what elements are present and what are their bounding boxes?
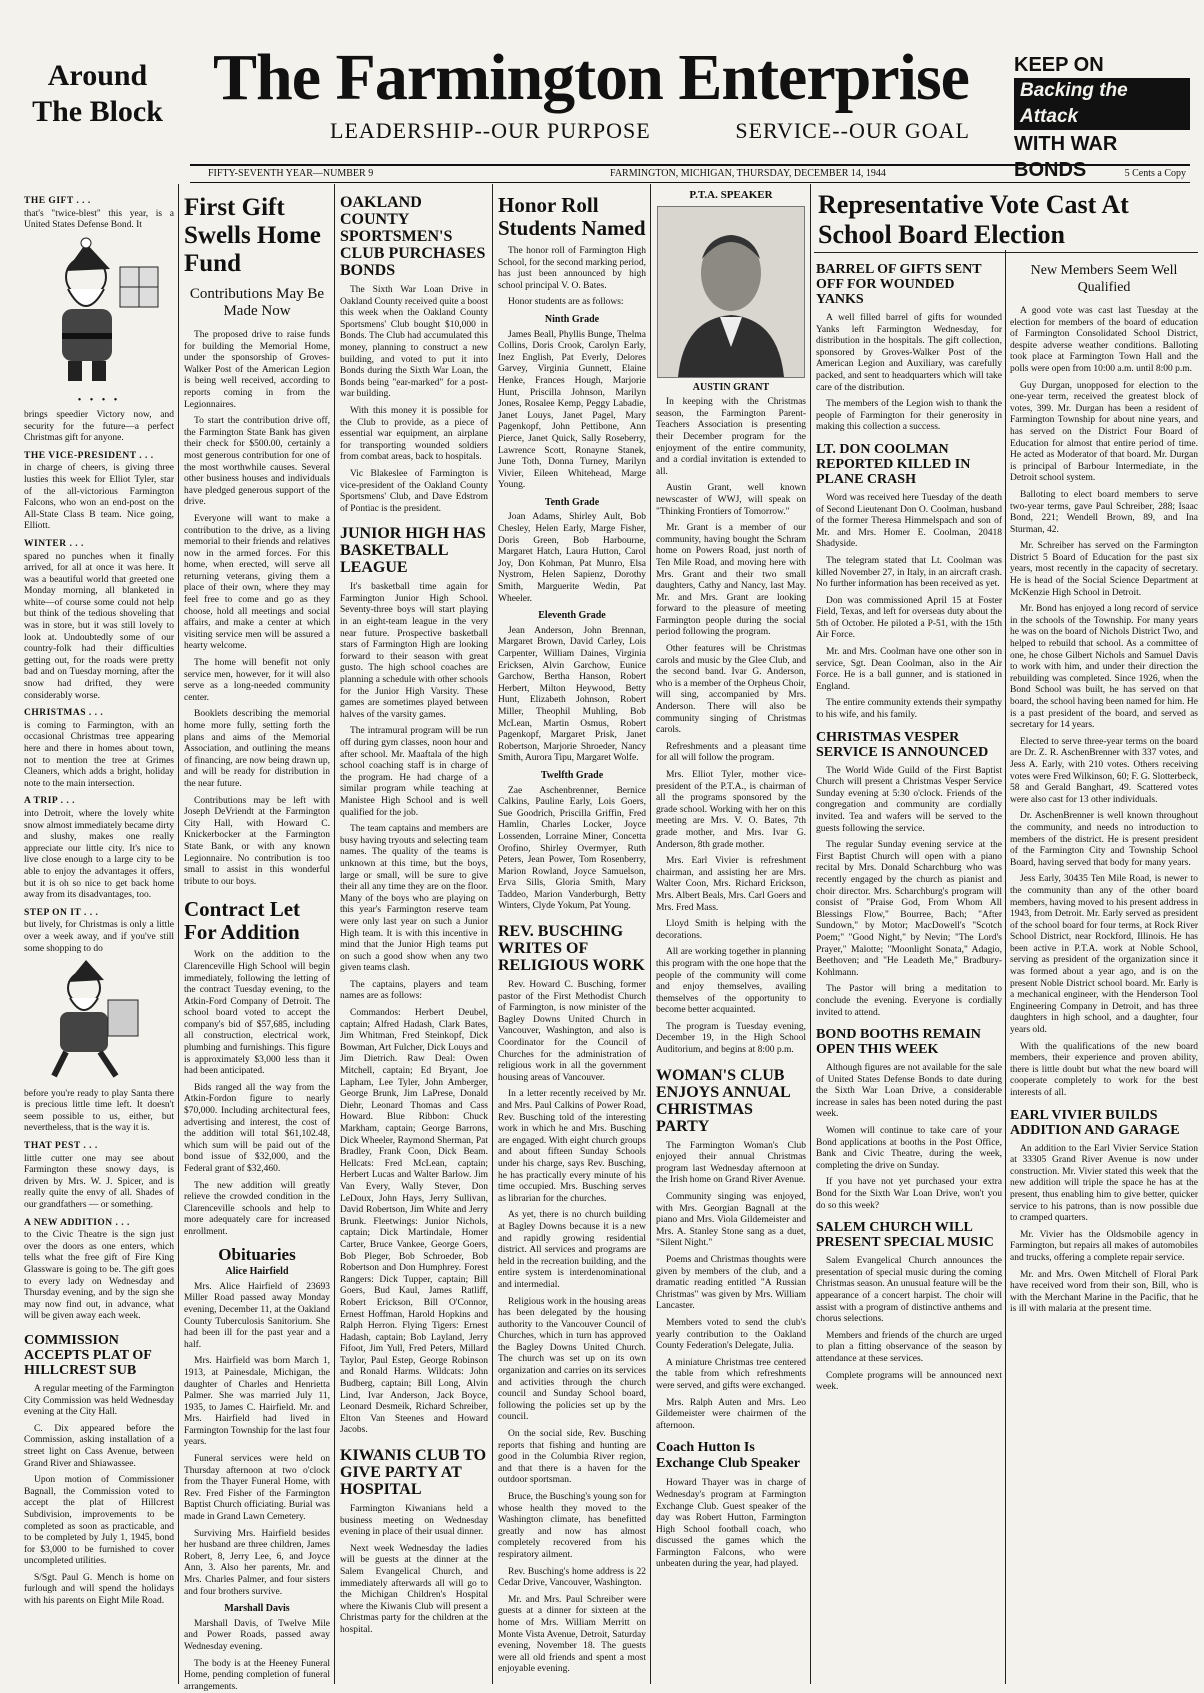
item-text: but lively, for Christmas is only a little over a week away, and if you've still some shopping to do [24, 920, 174, 954]
barrel-headline: BARREL OF GIFTS SENT OFF FOR WOUNDED YANKS [816, 262, 982, 307]
dateline-year: FIFTY-SEVENTH YEAR—NUMBER 9 [208, 168, 374, 179]
item-text: into Detroit, where the lovely white snow almost immediately became dirty and slushy, makes one really appreciate our little city. It's nice to live close enough to a large city to be able to enjoy the advantages it offers, but it is oh so nice to get back home away from its disadvantages, too. [24, 808, 174, 901]
photo-caption: AUSTIN GRANT [692, 381, 770, 393]
article-text: On the social side, Rev. Busching reports that fishing and hunting are good in the Columbia River region, and that there is a haven for the outdoor sportsman. [498, 1429, 646, 1486]
ear-right-line1: KEEP ON [1014, 54, 1104, 76]
column-first-gift [184, 190, 330, 1692]
motto-left: LEADERSHIP--OUR PURPOSE [330, 118, 651, 143]
article-text: Surviving Mrs. Hairfield besides her husband are three children, James Robert, 8, Jerry Lee, 6, and Joyce Ann, 3. Also her parents, Mr. and Mrs. Charles Palmer, and four sisters and four brothers survive. [184, 1528, 330, 1597]
photo-label: P.T.A. SPEAKER [689, 189, 773, 201]
item-label: THE GIFT . . . [24, 196, 91, 206]
article-text: Mr. and Mrs. Owen Mitchell of Floral Park have received word from their son, Bill, who is with the Merchant Marine in the Pacific, that he is ill with malaria at the present time. [1010, 1269, 1198, 1315]
article-text: Religious work in the housing areas has been delegated by the housing authority to the Vancouver Council of Churches, which in turn has approved the Bagley Downs United Church. The church was set up on its own organization and carries on its services and activities through the church council and Sunday School board, following the policies set up by the council. [498, 1296, 646, 1423]
ear-left-line2: The Block [32, 95, 163, 128]
item-text: brings speedier Victory now, and security for the future—a perfect Christmas gift for anyone. [24, 409, 174, 444]
article-text: The program is Tuesday evening, December 19, in the High School Auditorium, and begins at 8:00 p.m. [656, 1021, 806, 1056]
column-pta [656, 190, 806, 1686]
article-text: It's basketball time again for Farmington Junior High School. Seventy-three boys will start playing in an eight-team league in the very near future. Prospective basketball stars of Farmington High are looking forward to their season with great gusto. The high school coaches are planning a schedule with other schools for the Junior High Varsity. These games are sometimes played between halves of the varsity games. [340, 582, 488, 720]
commission-headline: COMMISSION ACCEPTS PLAT OF HILLCREST SUB [24, 1332, 152, 1378]
article-text: Commandos: Herbert Deubel, captain; Alfred Hadash, Clark Bates, Jim Whitman, Fred Steinkopf, Dick Bowman, Art Fulcher, Dick Louys and Jim Dietrich. Raw Deal: Owen Mitchell, captain; Ed Bryant, Joe Lapham, Lee Tyler, John Amberger, George Brunk, Jim LaPrese, Donald Diehr, Leonard Thomas and Cass Howard. Blue Ribbon: Chuck Markham, captain; George Barrons, Dick Wheeler, Raymond Sherman, Pat Bradley, Frank Coon, Dick Beam. Hellcats: Fred McLean, captain; Herbert Lucas and Walter Barlow. Jim Van Every, Wally Stever, Don LeDoux, John Hays, Jerry Sullivan, David Robertson, Jim White and Jerry Brunk. Fleetwings: Junior Nichols, captain; Dick Martindale, Homer Carter, Bruce Vankee, George Goers, Bob Pleger, Bob Schroeder, Bob Robertson and Don Humphrey. Forest Rangers: Dick Tupper, captain; Bill Goers, Bud Kaul, James Ratliff, Robert Erickson, Bill O'Connor, Ernest Hoffman, Harold Hopkins and Ralph Herron. Flying Tigers: Ernest Hadash, captain; Bob Layland, Jerry Fifoot, Jim Yull, Fred Peters, Millard Taylor, Paul Estep, George Robinson and Ronald Harms. Wildcats: John Budberg, captain; Bill Long, Alvin Lind, Ivar Anderson, Jack Boyce, Leonard Desmeik, Richard Schreiber, Elton Van Steenes and Howard Jacobs. [340, 1008, 488, 1436]
article-text: Mr. Schreiber has served on the Farmington District 5 Board of Education for the past six years, most recently in the capacity of secretary. He is head of the Social Science Department at McKenzie High School in Detroit. [1010, 541, 1198, 598]
article-text: The home will benefit not only service men, however, for it will also serve as a long-needed community center. [184, 658, 330, 703]
article-text: The regular Sunday evening service at the First Baptist Church will open with a piano recital by Mrs. Donald Scharchburg who was recently engaged by the church as pianist and choir director. Mrs. Scharchburg's program will consist of "Praise God, From Whom All Blessings Flow," Bourree, Bach; "After Sundown," by Motor; MacDowell's "Scotch Poem;" "Good Night," by Nevin; "The Lord's Prayer," Malotte; "Moonlight Sonata," Adagio, Beethoven; and "He Leadeth Me," Bradbury-Kohlmann. [816, 840, 1002, 978]
article-text: S/Sgt. Paul G. Mench is home on furlough and will spend the holidays with his parents on Eight Mile Road. [24, 1572, 174, 1607]
article-text: The World Wide Guild of the First Baptist Church will present a Christmas Vesper Service Sunday evening at 5:30 o'clock. Friends of the congregation and community are cordially invited. Tea and wafers will be served to the guests following the service. [816, 765, 1002, 834]
column-rule [1005, 250, 1006, 1684]
item-label: THE VICE-PRESIDENT . . . [24, 450, 154, 461]
article-text: The telegram stated that Lt. Coolman was killed November 27, in Italy, in an aircraft crash. No further information has been received as yet. [816, 555, 1002, 590]
dateline [190, 164, 1190, 183]
article-text: Bids ranged all the way from the Atkin-Fordon figure to nearly $70,000. Including architectural fees, advertising and interest, the cost of the addition will total $61,102.48, which sum will be paid out of the bond issue of $32,000, and the Federal grant of $32,460. [184, 1082, 330, 1174]
obituary-name: Marshall Davis [224, 1603, 290, 1615]
junior-high-headline: JUNIOR HIGH HAS BASKETBALL LEAGUE [340, 525, 486, 577]
column-barrel [816, 258, 1002, 1686]
article-text: Mr. Grant is a member of our community, having bought the Schram home on Powers Road, just north of Ten Mile Road, and moving here with Mrs. Grant and their two small daughters, Cathy and Nancy, last May. Mr. and Mrs. Grant are looking forward to the pleasure of meeting Farmington people during the social period following the program. [656, 523, 806, 638]
vivier-headline: EARL VIVIER BUILDS ADDITION AND GARAGE [1010, 1107, 1180, 1138]
coach-hutton-headline: Coach Hutton Is Exchange Club Speaker [656, 1440, 800, 1472]
article-text: A regular meeting of the Farmington City Commission was held Wednesday evening at the City Hall. [24, 1383, 174, 1418]
article-text: The body is at the Heeney Funeral Home, pending completion of funeral arrangements. [184, 1658, 330, 1692]
article-text: The team captains and members are busy having tryouts and selecting team names. The quality of the teams is unknown at this time, but the boys, large or small, will be sure to give their all any time they are on the floor. Many of the boys who are playing on this year's Farmington reserve team were only last year on such a Junior High team. It is with this incentive in mind that the Junior High teams put on such a good show when any two given teams clash. [340, 824, 489, 974]
column-school-board [1010, 258, 1198, 1686]
dateline-place-date: FARMINGTON, MICHIGAN, THURSDAY, DECEMBER 14, 1944 [610, 168, 886, 179]
grade-heading: Ninth Grade [544, 313, 600, 325]
article-text: A good vote was cast last Tuesday at the election for members of the board of education of Farmington Consolidated School District, despite adverse weather conditions. Balloting took place at Farmington Town Hall and the polls were open from 10:00 a.m. until 8:00 p.m. [1010, 306, 1198, 374]
ear-right-line3: WITH WAR BONDS [1014, 133, 1118, 181]
womans-club-headline: WOMAN'S CLUB ENJOYS ANNUAL CHRISTMAS PARTY [656, 1066, 790, 1135]
obituaries-headline: Obituaries [218, 1244, 296, 1264]
article-text: Upon motion of Commissioner Bagnall, the Commission voted to accept the plat of Hillcrest Subdivision, improvements to be completed as soon as practicable, and to be completed by July 1, 1945, bond for $3,000 to be furnished to cover uncompleted utilities. [24, 1475, 174, 1567]
article-text: The honor roll of Farmington High School, for the second marking period, has just been announced by high school principal V. O. Bates. [498, 246, 647, 291]
masthead-motto [330, 118, 970, 144]
around-the-block-ear [30, 58, 165, 130]
column-rule [650, 184, 651, 1684]
vesper-headline: CHRISTMAS VESPER SERVICE IS ANNOUNCED [816, 729, 989, 760]
kiwanis-headline: KIWANIS CLUB TO GIVE PARTY AT HOSPITAL [340, 1447, 487, 1499]
ear-right-line2: Backing the Attack [1014, 78, 1190, 130]
article-text: Next week Wednesday the ladies will be guests at the dinner at the Salem Evangelical Church, and immediately afterwards all will go to the Michigan Children's Hospital where the Kiwanis Club will present a Christmas party for the children at the hospital. [340, 1543, 488, 1635]
article-text: Mr. and Mrs. Paul Schreiber were guests at a dinner for sixteen at the home of Mrs. William Merritt on Monte Vista Avenue, Detroit, Saturday evening, November 18. The guests were all old friends and spent a most enjoyable evening. [498, 1594, 646, 1675]
ear-left-line1: Around [47, 59, 148, 92]
busching-headline: REV. BUSCHING WRITES OF RELIGIOUS WORK [498, 923, 645, 975]
grade-heading: Tenth Grade [544, 496, 600, 508]
item-label: A NEW ADDITION . . . [24, 1217, 130, 1228]
article-text: Jess Early, 30435 Ten Mile Road, is newer to the community than any of the other board members, having moved to his present address in 1943, from Detroit. Mr. Early served as president of the school board for four terms, at Rock River School District, near Rockford, Illinois. He has been active in P.T.A. work at Noble School, serving as president of the organization since it was formed about a year ago, and is on the present Noble District school board. Mr. Early is a mechanical engineer, with the Henderson Tool Engineering Company in Detroit, and has three daughters in high school, and a daughter, four years old. [1010, 874, 1198, 1036]
item-label: CHRISTMAS . . . [24, 708, 104, 719]
item-text: is coming to Farmington, with an occasional Christmas tree appearing here and there in homes about town, not to mention the tree at Grimes Cleaners, which adds a bright, holiday note to the main intersection. [24, 720, 174, 789]
article-text: Mrs. Alice Hairfield of 23693 Miller Road passed away Monday evening, December 11, at the Oakland County Tuberculosis Sanitorium. She had been ill for the past year and a half. [184, 1281, 330, 1350]
item-text: that's "twice-blest" this year, is a United States Defense Bond. It [24, 208, 174, 231]
article-text: Farmington Kiwanians held a business meeting on Wednesday evening in place of their usual dinner. [340, 1504, 488, 1538]
article-text: Salem Evangelical Church announces the presentation of special music during the coming Christmas season. An unusual feature will be the appearance of a concert harpist. The choir will assist with a program of distinctive anthems and chorus selections. [816, 1256, 1002, 1325]
article-text: Mr. Bond has enjoyed a long record of service in the schools of the Township. For many years he was on the board of Nichols District Two, and helped to rebuild that school. As a committee of one, he chose Gilbert Nichols and Samuel Davis to work with him, and under their direction the rebuilding was completed. Since 1926, when the Bond School was built, he has served on that board, the school having been named for him. He is a past president of the board, and served as secretary for 14 years. [1010, 604, 1198, 731]
obituary-name: Alice Hairfield [225, 1266, 289, 1278]
article-text: C. Dix appeared before the Commission, asking installation of a street light on Cass Avenue, between Grand River and Shiawassee. [24, 1423, 174, 1469]
article-text: Rev. Busching's home address is 22 Cedar Drive, Vancouver, Washington. [498, 1566, 646, 1589]
article-text: Mrs. Hairfield was born March 1, 1913, at Painesdale, Michigan, the daughter of Charles and Henrietta Palmer. She was married July 11, 1935, to James C. Hairfield. Mr. and Mrs. Hairfield had lived in Farmington Township for the last four years. [184, 1356, 330, 1448]
article-text: The Pastor will bring a meditation to conclude the evening. Everyone is cordially invited to attend. [816, 984, 1002, 1018]
headline-rule [814, 252, 1198, 253]
article-text: Women will continue to take care of your Bond applications at booths in the Post Office, Bank and Civic Theatre, during the week, completing the drive on Sunday. [816, 1126, 1002, 1171]
article-text: Poems and Christmas thoughts were given by members of the club, and a dramatic reading entitled "A Russian Christmas" was given by Mrs. William Lancaster. [656, 1255, 806, 1312]
sportsmen-headline: OAKLAND COUNTY SPORTSMEN'S CLUB PURCHASES BONDS [340, 194, 486, 279]
article-text: Lloyd Smith is helping with the decorations. [656, 919, 806, 941]
honor-roll-headline: Honor Roll Students Named [498, 193, 646, 240]
article-text: Community singing was enjoyed, with Mrs. Georgian Bagnall at the piano and Mrs. Viola Gildemeister and Mrs. A. Stanley Stone sang as a duet, "Silent Night." [656, 1192, 806, 1249]
article-text: Dr. AschenBrenner is well known throughout the community, and needs no introduction to members of the district. He is present president of the Farmington City and Township School Board, having served that body for many years. [1010, 811, 1198, 868]
article-text: An addition to the Earl Vivier Service Station at 33305 Grand River Avenue is now under construction. Mr. Vivier stated this week that the new addition will triple the space he has at the present, thus enabling him to give better, quicker service to his patrons, than is now possible due to cramped quarters. [1010, 1143, 1198, 1224]
article-text: Guy Durgan, unopposed for election to the one-year term, received the greatest block of votes, 399. Mr. Durgan has been a resident of Farmington Township for about nine years, and has served on the District Four Board of Education for almost that entire period of time. He acted as Moderator of that board. Mr. Durgan is principal of Barbour Intermediate, in the Detroit school system. [1010, 380, 1198, 484]
article-text: Mr. Vivier has the Oldsmobile agency in Farmington, but repairs all makes of automobiles and trucks, offering a complete repair service. [1010, 1229, 1198, 1263]
article-text: Work on the addition to the Clarenceville High School will begin immediately, following the letting of the contract Tuesday evening, to the Atkin-Ford Company of Detroit. The school board voted to accept the company's bid of $57,685, including all construction, electrical work, plumbing and furnishings. This figure is approximately $3,000 less than it had been anticipated. [184, 950, 330, 1077]
article-text: If you have not yet purchased your extra Bond for the Sixth War Loan Drive, won't you do so this week? [816, 1177, 1002, 1211]
separator-dots: • • • • [77, 395, 121, 407]
coolman-headline: LT. DON COOLMAN REPORTED KILLED IN PLANE CRASH [816, 441, 971, 487]
article-text: Don was commissioned April 15 at Foster Field, Texas, and left for overseas duty about the 5th of October. He piloted a P-51, with the 15th Air Force. [816, 595, 1002, 641]
article-text: The members of the Legion wish to thank the people of Farmington for their generosity in making this collection a success. [816, 399, 1002, 433]
masthead-title: The Farmington Enterprise [213, 41, 969, 114]
column-sportsmen [340, 190, 488, 1686]
article-text: Funeral services were held on Thursday afternoon at two o'clock from the Thayer Funeral Home, with Rev. Fred Fisher of the Farmington Baptist Church officiating. Burial was made in Grand Lawn Cemetery. [184, 1454, 330, 1523]
column-rule [810, 184, 811, 1684]
item-label: A TRIP . . . [24, 796, 75, 807]
article-text: Austin Grant, well known newscaster of WWJ, will speak on "Thinking Frontiers of Tomorrow." [656, 483, 806, 517]
article-text: Although figures are not available for the sale of United States Defense Bonds to date during the Sixth War Loan Drive, a considerable increase in sales has been noted during the past week. [816, 1063, 1002, 1120]
article-text: With the qualifications of the new board members, their experience and proven ability, there is little doubt but what the new board will cooperate completely to work for the best interests of all. [1010, 1041, 1198, 1098]
article-text: Mrs. Ralph Auten and Mrs. Leo Gildemeister were chairmen of the afternoon. [656, 1397, 806, 1431]
school-board-subhead: New Members Seem Well Qualified [1030, 263, 1178, 295]
article-text: The new addition will greatly relieve the crowded condition in the Clarenceville schools and help to more adequately care for increased enrollment. [184, 1180, 330, 1237]
austin-grant-photo [657, 206, 805, 378]
article-text: In keeping with the Christmas season, the Farmington Parent-Teachers Association is presenting their December program for the enjoyment of the entire community, and a cordial invitation is extended to all. [656, 397, 806, 477]
article-text: Complete programs will be announced next week. [816, 1370, 1002, 1393]
item-text: before you're ready to play Santa there is precious little time left. It doesn't seem possible to us, either, but nevertheless, that is the way it is. [24, 1088, 174, 1134]
article-text: Mrs. Earl Vivier is refreshment chairman, and assisting her are Mrs. Walter Coon, Mrs. Richard Erickson, Mrs. Albert Beals, Mrs. Carl Goers and Mrs. Fred Mass. [656, 856, 806, 913]
grade-heading: Twelfth Grade [540, 769, 604, 781]
item-label: STEP ON IT . . . [24, 907, 99, 918]
article-text: A well filled barrel of gifts for wounded Yanks left Farmington Wednesday, for distribution in the hospitals. The gift collection, sponsored by Groves-Walker Post of the American Legion and Auxiliary, was carefully packed, and sent to headquarters which will take care of the distribution. [816, 313, 1002, 393]
column-rule [178, 184, 179, 1684]
article-text: Bruce, the Busching's young son for whose health they moved to the Washington climate, has benefitted greatly and now has almost completely recovered from his respiratory ailment. [498, 1492, 646, 1560]
item-text: in charge of cheers, is giving three lusties this week for Elliot Tyler, star of the all-victorious Farmington Falcons, who won an end-post on the All-State Class B team. Nice going, Elliott. [24, 463, 174, 532]
article-text: Zae Aschenbrenner, Bernice Calkins, Pauline Early, Lois Goers, Sue Goodrich, Priscilla Griffin, Fred Hamlin, Charles Locker, Joyce Lossenden, Lorraine Miner, Concetta Orofino, Shirley Overmyer, Ruth Peters, Jean Power, Tom Rosenberry, Marion Rowland, Joyce Samuelson, Erva Sills, Gloria Smith, Mary Taddeo, Marion Vanderburgh, Betty Winters, Clyde Yokum, Pat Young. [498, 785, 646, 912]
article-text: Contributions may be left with Joseph DeVriendt at the Farmington City Hall, with Howard C. Knickerbocker at the Farmington State Bank, or with any known Legionnaire. No contribution is too small to assist in this wonderful tribute to our boys. [184, 795, 330, 887]
article-text: With this money it is possible for the Club to provide, as a piece of essential war equipment, an airplane for transporting wounded soldiers from combat areas, back to hospitals. [340, 405, 488, 463]
santa-icon [24, 237, 174, 387]
article-text: Word was received here Tuesday of the death of Second Lieutenant Don O. Coolman, husband of the former Theresa Himmelspach and son of Mr. and Mrs. Homer E. Coolman, 20418 Shadyside. [816, 492, 1002, 550]
article-text: The Sixth War Loan Drive in Oakland County received quite a boost this week when the Oakland County Sportsmens' Club bought $10,000 in Bonds. The Club had accumulated this money, planning to construct a new building, and voted to put it into Bonds during the Sixth War Loan, the Bonds being "ear-marked" for a post-war building. [340, 285, 489, 400]
article-text: Members and friends of the church are urged to plan a fitting observance of the season by attendance at these services. [816, 1330, 1002, 1364]
article-text: The proposed drive to raise funds for building the Memorial Home, under the sponsorship of Groves-Walker Post of the American Legion is being well received, according to reports coming in from the Legionnaires. [184, 330, 330, 410]
salem-headline: SALEM CHURCH WILL PRESENT SPECIAL MUSIC [816, 1220, 994, 1251]
article-text: Vic Blakeslee of Farmington is vice-president of the Oakland County Sportsmens' Club, and Dave Edstrom of Pontiac is the president. [340, 468, 488, 514]
school-board-headline: Representative Vote Cast At School Board Election [818, 190, 1129, 249]
article-text: Balloting to elect board members to serve two-year terms, gave Paul Schreiber, 288; Isaac Bond, 221; Wendell Brown, 89, and Ina Sturman, 42. [1010, 489, 1198, 535]
column-rule [492, 184, 493, 1684]
article-text: Rev. Howard C. Busching, former pastor of the First Methodist Church of Farmington, is now minister of the Bagley Downs United Church in Vancouver, Washington, and also is Coordinator for the Council of Churches for the administration of religious work in all the government housing areas of Vancouver. [498, 980, 646, 1083]
article-text: Booklets describing the memorial home more fully, setting forth the plans and aims of the Memorial Association, and outlining the means of financing, are now being drawn up, and will be ready for distribution in the near future. [184, 709, 330, 789]
item-text: little cutter one may see about Farmington these snowy days, is driven by Mrs. W. J. Spicer, and is really quite the envy of all. Shades of our grandfathers — or something. [24, 1153, 174, 1211]
portrait-icon [658, 207, 804, 377]
item-label: THAT PEST . . . [24, 1141, 98, 1152]
item-text: spared no punches when it finally arrived, for all at once it was here. It was a beautiful world that greeted one Monday morning, all blanketed in white—of course some could not help but think of the tedious shoveling that was in store, but it was still lovely to look at. Undoubtedly some of our country-folk had their difficulties getting out, for the roads were pretty bad and on Tuesday morning, after the snow had drifted, they were considerably worse. [24, 551, 174, 701]
article-text: Elected to serve three-year terms on the board are Dr. Z. R. AschenBrenner with 337 votes, and Jess A. Early, with 210 votes. Others receiving votes were Fred Wilkinson, 60; F. G. Slotterbeck, 58 and Gerald Banghart, 49. Scattered votes were also cast for 13 other individuals. [1010, 736, 1198, 805]
dateline-price: 5 Cents a Copy [1124, 168, 1186, 179]
first-gift-headline: First Gift Swells Home Fund [184, 194, 321, 277]
article-text: Refreshments and a pleasant time for all will follow the program. [656, 741, 806, 764]
article-text: Members voted to send the club's yearly contribution to the Oakland County Federation's Delegate, Julia. [656, 1317, 806, 1352]
article-text: James Beall, Phyllis Bunge, Thelma Collins, Doris Crook, Carolyn Early, Inez English, Pat Everly, Delores Garvey, Virginia Gunnett, Elaine Henke, Frances Hough, Marjorie Hunt, Priscilla Johnson, Marilyn Jones, Rosalee Kemp, Peggy Labadie, Janet Louys, Janet Pagel, Mary Pagenkopf, John Pettibone, Ann Pierce, Janet Quick, Sally Roseberry, Lawrence Scott, Ronayne Stanek, June Toth, Donna Turney, Marilyn Vivier, Eileen Whitehead, Marge Young. [498, 329, 646, 491]
column-rule [334, 184, 335, 1684]
article-text: The captains, players and team names are as follows: [340, 979, 488, 1002]
bond-booths-headline: BOND BOOTHS REMAIN OPEN THIS WEEK [816, 1027, 981, 1058]
grade-heading: Eleventh Grade [538, 610, 606, 622]
article-text: All are working together in planning this program with the one hope that the people of the community will come and enjoy themselves, availing themselves of the opportunity to become better acquainted. [656, 947, 806, 1016]
item-text: to the Civic Theatre is the sign just over the doors as one enters, which tells what the free gift of Fire King Glassware is going to be. The gift goes to every lady on Wednesday and Thursday evening, and by the sign she may now find out, in advance, what will be given away each week. [24, 1230, 174, 1322]
contract-headline: Contract Let For Addition [184, 897, 301, 945]
santa-illustration [24, 237, 174, 392]
article-text: To start the contribution drive off, the Farmington State Bank has given their check for $500.00, certainly a most generous contribution for one of the most worthwhile causes. Several other business houses and individuals have pledged generous support of the drive. [184, 416, 330, 508]
first-gift-subhead: Contributions May Be Made Now [189, 286, 325, 319]
column-around-the-block [24, 190, 174, 1686]
article-text: A miniature Christmas tree centered the table from which refreshments were served, and gifts were exchanged. [656, 1357, 806, 1391]
article-text: The entire community extends their sympathy to his wife, and his family. [816, 698, 1002, 721]
article-text: Mrs. Elliot Tyler, mother vice-president of the P.T.A., is chairman of all the programs sponsored by the grade school. Working with her on this meeting are Mrs. V. O. Bates, 7th grade mother, and Mrs. Ivar G. Anderson, 8th grade mother. [656, 770, 806, 850]
article-text: The Farmington Woman's Club enjoyed their annual Christmas program last Wednesday afternoon at the Irish home on Grand River Avenue. [656, 1140, 806, 1186]
article-text: Honor students are as follows: [508, 297, 624, 308]
article-text: Howard Thayer was in charge of Wednesday's program at Farmington Exchange Club. Guest speaker of the day was Robert Hutton, Farmington High School football coach, who discussed the games which the Farmington Falcons, who were unbeaten during the year, had played. [656, 1478, 806, 1570]
article-text: As yet, there is no church building at Bagley Downs because it is a new and rapidly growing residential district. All services and programs are held in the recreation building, and the entire system is interdenominational and intermedial. [498, 1210, 646, 1290]
article-text: Marshall Davis, of Twelve Mile and Power Roads, passed away Wednesday evening. [184, 1618, 330, 1652]
column-honor-roll [498, 190, 646, 1686]
article-text: Mr. and Mrs. Coolman have one other son in service, Sgt. Dean Coolman, also in the Air Force. He is a ball gunner, and is stationed in England. [816, 647, 1002, 692]
article-text: In a letter recently received by Mr. and Mrs. Paul Calkins of Power Road, Rev. Busching told of the interesting work in which he and Mrs. Busching are engaged. With eight church groups and about fifteen Sunday Schools under his charge, says Rev. Busching, he has practically every minute of his time occupied. Mrs. Busching serves as librarian for the churches. [498, 1089, 646, 1204]
article-text: Everyone will want to make a contribution to the drive, as a living memorial to their friends and relatives now in the armed forces. For this home, when erected, will serve all returning veterans, giving them a place of their own, where they may feel free to come and go as they choose, hold all meetings and social affairs, and make a center at which visiting service men will be assured a hearty welcome. [184, 513, 330, 652]
article-text: The intramural program will be run off during gym classes, noon hour and after school. Mr. Maaftala of the high school coaching staff is in charge of the program. He had charge of a similar program while teaching at Manistee High School and is well qualified for the job. [340, 726, 488, 818]
article-text: Jean Anderson, John Brennan, Margaret Brown, David Carley, Lois Carpenter, William Daines, Virginia Ericksen, Alvin Garchow, Eunice Garchow, Bertha Hanson, Robert Herbert, Milton Heywood, Betty Hunt, Elizabeth Johnson, Robert Miller, Theophil Muhling, Bob McLean, Martin Osmus, Robert Pagenkopf, Margaret Prisk, Janet Robertson, Marjorie Shroeder, Nancy Smith, Aurora Tipu, Margaret Wolfe. [498, 625, 646, 764]
motto-right: SERVICE--OUR GOAL [735, 118, 970, 143]
santa-illustration-2 [24, 960, 174, 1085]
article-text: Other features will be Christmas carols and music by the Glee Club, and the second band. Ivar G. Anderson, who is a member of the Orpheus Choir, will sing, accompanied by Mrs. Anderson. There will also be community singing of Christmas carols. [656, 644, 807, 736]
item-label: WINTER . . . [24, 538, 84, 549]
santa-walking-icon [24, 960, 174, 1080]
article-text: Joan Adams, Shirley Ault, Bob Chesley, Helen Early, Marge Fisher, Doris Green, Bob Harbourne, Margaret Hatch, Laura Hutton, Carol Joy, Don Kohman, Pat Munro, Elsa Nystrom, Helen Sapienz, Dorothy Smith, Marguerite Wedin, Pat Wheeler. [498, 512, 646, 604]
